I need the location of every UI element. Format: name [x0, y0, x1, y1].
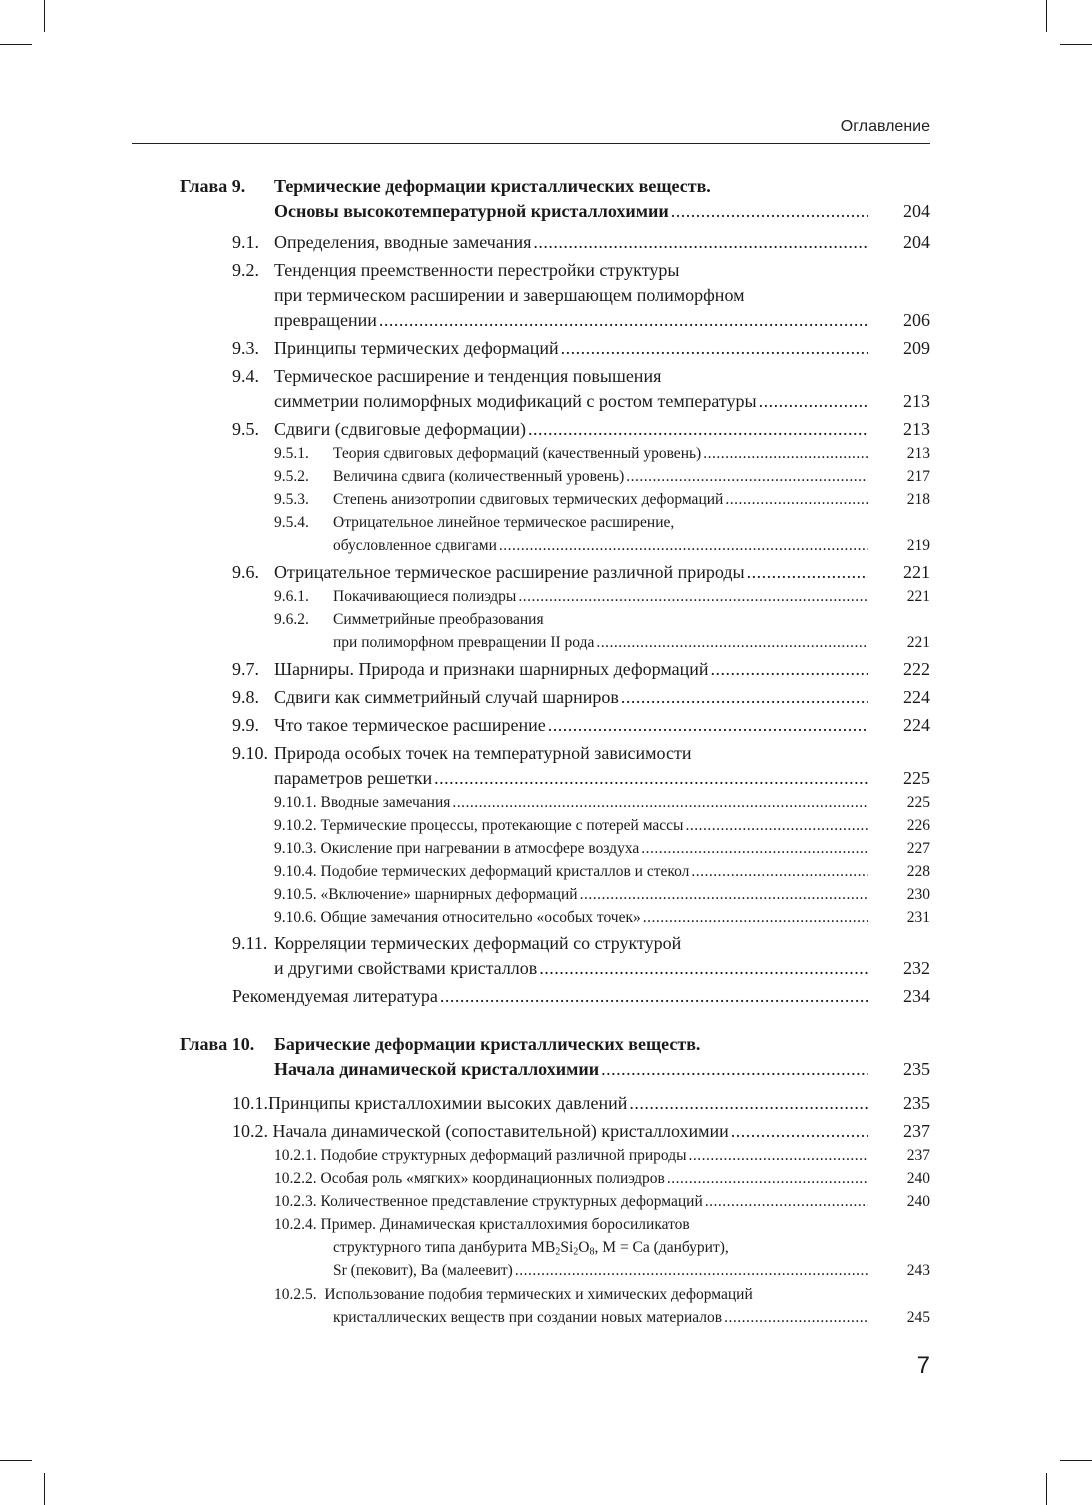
- entry-title: Отрицательное термическое расширение различной природы .....: [274, 560, 868, 585]
- entry-title-line: Корреляции термических деформаций со структурой: [274, 933, 682, 953]
- entry-title: 9.10.5. «Включение» шарнирных деформаций .....: [274, 883, 868, 906]
- entry-title-line: 10.2.5. Использование подобия термических и химических деформаций: [274, 1286, 753, 1303]
- entry-title: 10.2.2. Особая роль «мягких» координационных полиэдров .....: [274, 1167, 868, 1190]
- toc-entry[interactable]: [180, 417, 930, 442]
- toc-subentry[interactable]: [180, 1144, 930, 1167]
- section-number: 9.5.2.: [274, 468, 309, 485]
- toc-entry[interactable]: [180, 741, 930, 791]
- entry-title-line: Отрицательное линейное термическое расширение,: [333, 514, 675, 531]
- entry-title: обусловленное сдвигами .....: [333, 534, 868, 557]
- section-number: 9.4.: [232, 366, 259, 386]
- page-ref: 224: [903, 687, 930, 707]
- entry-title: параметров решетки .....: [274, 766, 868, 791]
- page-ref: 221: [906, 634, 930, 651]
- page-ref: 221: [906, 588, 930, 605]
- toc-subentry[interactable]: [180, 1190, 930, 1213]
- toc-entry[interactable]: [180, 230, 930, 258]
- section-number: 9.9.: [232, 715, 259, 735]
- page-ref: 234: [903, 986, 930, 1006]
- entry-title: 9.10.6. Общие замечания относительно «особых точек» .....: [274, 906, 868, 929]
- toc-subentry[interactable]: [180, 488, 930, 511]
- page-ref: 204: [903, 232, 930, 252]
- page-ref: 243: [906, 1262, 930, 1279]
- chapter-label: Глава 10.: [180, 1034, 255, 1054]
- toc-subentry[interactable]: [180, 511, 930, 560]
- crop-mark: [1060, 1460, 1092, 1461]
- entry-title: Сдвиги как симметрийный случай шарниров .....: [274, 685, 868, 710]
- page-ref: 240: [906, 1170, 930, 1187]
- toc-subentry[interactable]: [180, 1213, 930, 1283]
- page-ref: 217: [906, 468, 930, 485]
- entry-title: 10.2.1. Подобие структурных деформаций различной природы .....: [274, 1144, 868, 1167]
- section-number: 9.10.: [232, 743, 268, 763]
- entry-title: Шарниры. Природа и признаки шарнирных деформаций .....: [274, 657, 868, 682]
- page-ref: 206: [903, 310, 930, 330]
- page-ref: 235: [903, 1093, 930, 1113]
- toc-subentry[interactable]: [180, 837, 930, 860]
- crop-mark: [0, 1460, 32, 1461]
- crop-mark: [44, 0, 45, 32]
- section-number: 9.2.: [232, 260, 259, 280]
- entry-title-line: 10.2.4. Пример. Динамическая кристаллохимия боросиликатов: [274, 1216, 690, 1233]
- crop-mark: [1046, 1473, 1047, 1505]
- entry-title: 10.2.3. Количественное представление структурных деформаций .....: [274, 1190, 868, 1213]
- section-number: 9.7.: [232, 659, 259, 679]
- section-number: 9.3.: [232, 338, 259, 358]
- crop-mark: [1060, 44, 1092, 45]
- chapter-title-dotted: Начала динамической кристаллохимии .....: [274, 1057, 868, 1082]
- chemical-formula: $MB_2Si_2O_8$: [531, 1239, 595, 1258]
- chapter-9-entry[interactable]: [180, 174, 930, 224]
- page-ref: 232: [903, 958, 930, 978]
- page-ref: 213: [903, 419, 930, 439]
- entry-title-line: Тенденция преемственности перестройки структуры: [274, 260, 680, 280]
- page-ref: 219: [906, 537, 930, 554]
- toc-entry[interactable]: [180, 336, 930, 364]
- toc-entry[interactable]: [180, 657, 930, 685]
- crop-mark: [44, 1473, 45, 1505]
- entry-title: Что такое термическое расширение .....: [274, 713, 868, 738]
- toc-entry[interactable]: [180, 931, 930, 984]
- toc-entry[interactable]: [180, 258, 930, 336]
- toc-subentry[interactable]: [180, 883, 930, 906]
- entry-title: превращении .....: [274, 308, 868, 333]
- chapter-title-line: Барические деформации кристаллических веществ.: [274, 1034, 701, 1054]
- section-number: 9.5.3.: [274, 491, 309, 508]
- page-ref: 235: [903, 1059, 930, 1079]
- page-ref: 209: [903, 338, 930, 358]
- entry-title: 9.10.2. Термические процессы, протекающие с потерей массы .....: [274, 814, 868, 837]
- page-ref: 226: [906, 817, 930, 834]
- entry-title: Покачивающиеся полиэдры .....: [333, 585, 868, 608]
- toc-subentry[interactable]: [180, 791, 930, 814]
- toc-subentry[interactable]: [180, 1167, 930, 1190]
- toc-subentry[interactable]: [180, 608, 930, 657]
- toc-subentry[interactable]: [180, 1283, 930, 1329]
- section-number: 9.6.: [232, 562, 259, 582]
- entry-title: кристаллических веществ при создании новых материалов .....: [333, 1306, 868, 1329]
- section-number: 9.8.: [232, 687, 259, 707]
- page-ref: 213: [903, 391, 930, 411]
- entry-title-line: структурного типа данбурита $MB_2Si_2O_8$, M = Ca (данбурит),: [333, 1239, 729, 1258]
- entry-title: 9.10.1. Вводные замечания .....: [274, 791, 868, 814]
- entry-title: Величина сдвига (количественный уровень) .....: [333, 465, 868, 488]
- entry-title-line: при термическом расширении и завершающем полиморфном: [274, 285, 745, 305]
- page-ref: 204: [903, 201, 930, 221]
- page-ref: 221: [903, 562, 930, 582]
- entry-title: 9.10.3. Окисление при нагревании в атмосфере воздуха .....: [274, 837, 868, 860]
- section-number: 9.6.2.: [274, 611, 309, 628]
- entry-title: Sr (пековит), Ва (малеевит) .....: [333, 1259, 868, 1282]
- section-number: 9.5.1.: [274, 445, 309, 462]
- page-ref: 224: [903, 715, 930, 735]
- toc-entry[interactable]: [180, 713, 930, 741]
- page-ref: 237: [903, 1121, 930, 1141]
- section-number: 9.5.4.: [274, 514, 309, 531]
- entry-title: и другими свойствами кристаллов .....: [274, 956, 868, 981]
- toc-subentry[interactable]: [180, 465, 930, 488]
- toc-entry-literature[interactable]: [180, 984, 930, 1032]
- page-ref: 245: [906, 1309, 930, 1326]
- entry-title: 9.10.4. Подобие термических деформаций кристаллов и стекол .....: [274, 860, 868, 883]
- entry-title-line: Симметрийные преобразования: [333, 611, 544, 628]
- entry-title: 10.1.Принципы кристаллохимии высоких давлений .....: [232, 1091, 868, 1116]
- entry-title-line: Термическое расширение и тенденция повышения: [274, 366, 662, 386]
- toc-entry[interactable]: [180, 685, 930, 713]
- entry-title: Степень анизотропии сдвиговых термических деформаций .....: [333, 488, 868, 511]
- page-number: 7: [916, 1352, 930, 1379]
- running-head: Оглавление: [840, 118, 930, 135]
- page-ref: 227: [906, 840, 930, 857]
- toc-entry[interactable]: [180, 1091, 930, 1119]
- entry-title-line: Природа особых точек на температурной зависимости: [274, 743, 692, 763]
- section-number: 9.1.: [232, 232, 259, 252]
- chapter-title-dotted: Основы высокотемпературной кристаллохимии .....: [274, 199, 868, 224]
- toc-subentry[interactable]: [180, 906, 930, 931]
- entry-title: Сдвиги (сдвиговые деформации) .....: [274, 417, 868, 442]
- page-ref: 222: [903, 659, 930, 679]
- chapter-label: Глава 9.: [180, 176, 246, 196]
- page-ref: 218: [906, 491, 930, 508]
- toc-subentry[interactable]: [180, 442, 930, 465]
- section-number: 9.6.1.: [274, 588, 309, 605]
- crop-mark: [1046, 0, 1047, 32]
- page-ref: 225: [906, 794, 930, 811]
- page-ref: 240: [906, 1193, 930, 1210]
- toc-subentry[interactable]: [180, 814, 930, 837]
- page-ref: 237: [906, 1147, 930, 1164]
- entry-title: симметрии полиморфных модификаций с ростом температуры .....: [274, 389, 868, 414]
- toc-entry[interactable]: [180, 560, 930, 585]
- toc-subentry[interactable]: [180, 585, 930, 608]
- toc-entry[interactable]: [180, 1119, 930, 1144]
- entry-title: при полиморфном превращении II рода .....: [333, 631, 868, 654]
- section-number: 9.11.: [232, 933, 268, 953]
- page-ref: 225: [903, 768, 930, 788]
- entry-title: Рекомендуемая литература .....: [232, 984, 868, 1009]
- page-ref: 230: [906, 886, 930, 903]
- chapter-title-line: Термические деформации кристаллических веществ.: [274, 176, 711, 196]
- entry-title: Теория сдвиговых деформаций (качественный уровень) .....: [333, 442, 868, 465]
- toc-entry[interactable]: [180, 364, 930, 417]
- chapter-10-entry[interactable]: [180, 1032, 930, 1082]
- header-rule: [132, 143, 930, 144]
- toc-subentry[interactable]: [180, 860, 930, 883]
- page-ref: 231: [906, 909, 930, 926]
- entry-title: 10.2. Начала динамической (сопоставительной) кристаллохимии .....: [232, 1119, 868, 1144]
- page-ref: 213: [906, 445, 930, 462]
- section-number: 9.5.: [232, 419, 259, 439]
- page-ref: 228: [906, 863, 930, 880]
- entry-title: Определения, вводные замечания .....: [274, 230, 868, 255]
- crop-mark: [0, 44, 32, 45]
- table-of-contents: [180, 174, 930, 1329]
- entry-title: Принципы термических деформаций .....: [274, 336, 868, 361]
